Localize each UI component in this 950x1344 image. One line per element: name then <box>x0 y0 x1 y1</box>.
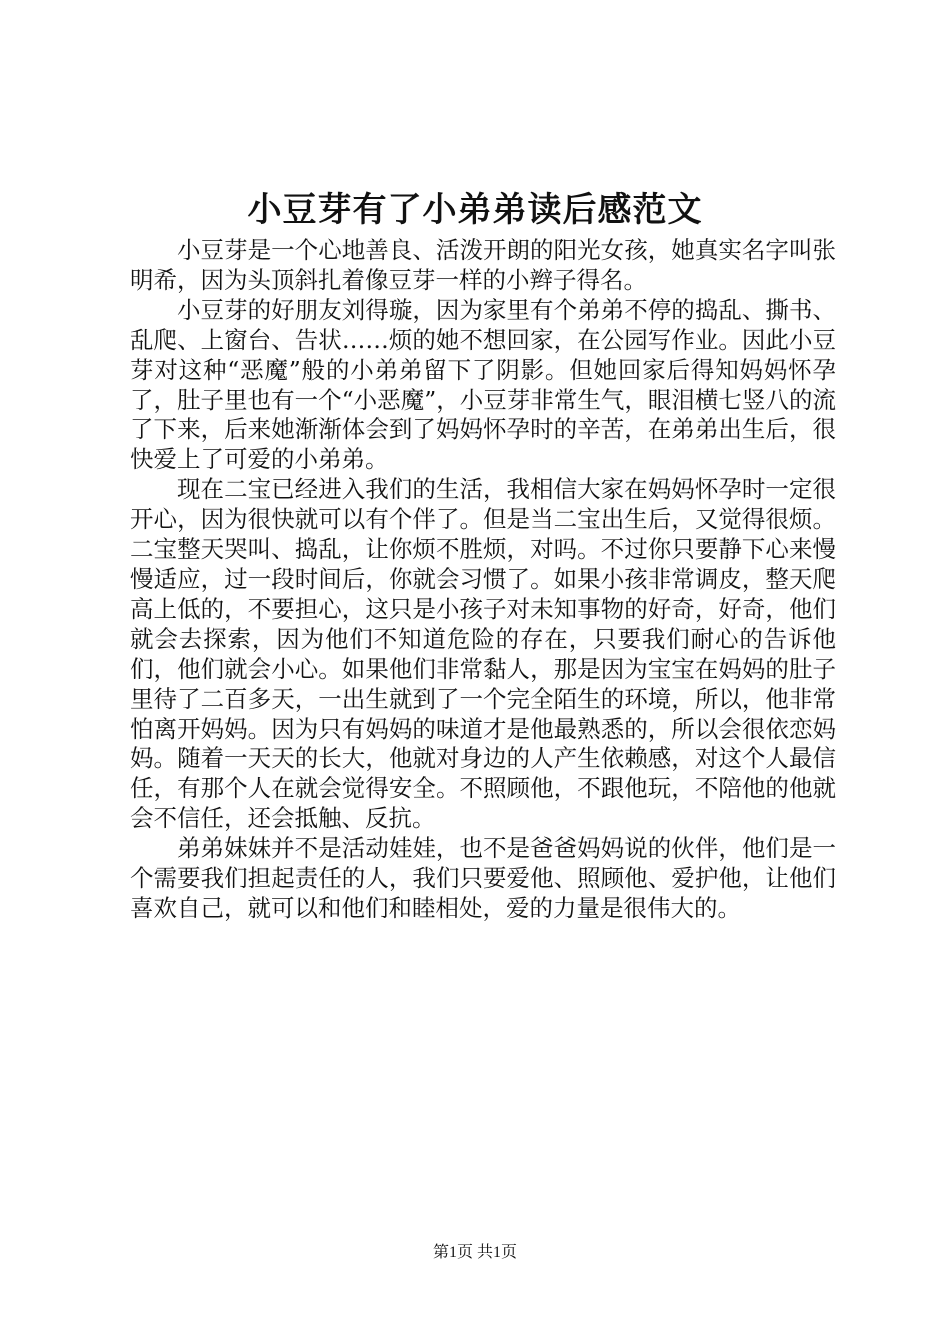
paragraph-2: 小豆芽的好朋友刘得璇，因为家里有个弟弟不停的捣乱、撕书、乱爬、上窗台、告状……烦的她不想回家，在公园写作业。因此小豆芽对这种“恶魔”般的小弟弟留下了阴影。但她回家后得知妈妈怀孕了，肚子里也有一个“小恶魔”，小豆芽非常生气，眼泪横七竖八的流了下来，后来她渐渐体会到了妈妈怀孕时的辛苦，在弟弟出生后，很快爱上了可爱的小弟弟。 <box>130 295 836 474</box>
page-footer: 第1页 共1页 <box>432 1244 517 1261</box>
document-title: 小豆芽有了小弟弟读后感范文 <box>247 190 703 230</box>
paragraph-4: 弟弟妹妹并不是活动娃娃，也不是爸爸妈妈说的伙伴，他们是一个需要我们担起责任的人，我们只要爱他、照顾他、爱护他，让他们喜欢自己，就可以和他们和睦相处，爱的力量是很伟大的。 <box>130 834 836 922</box>
paragraph-3: 现在二宝已经进入我们的生活，我相信大家在妈妈怀孕时一定很开心，因为很快就可以有个伴了。但是当二宝出生后，又觉得很烦。二宝整天哭叫、捣乱，让你烦不胜烦，对吗。不过你只要静下心来慢慢适应，过一段时间后，你就会习惯了。如果小孩非常调皮，整天爬高上低的，不要担心，这只是小孩子对未知事物的好奇，好奇，他们就会去探索，因为他们不知道危险的存在，只要我们耐心的告诉他们，他们就会小心。如果他们非常黏人，那是因为宝宝在妈妈的肚子里待了二百多天，一出生就到了一个完全陌生的环境，所以，他非常怕离开妈妈。因为只有妈妈的味道才是他最熟悉的，所以会很依恋妈妈。随着一天天的长大，他就对身边的人产生依赖感，对这个人最信任，有那个人在就会觉得安全。不照顾他，不跟他玩，不陪他的他就会不信任，还会抵触、反抗。 <box>130 475 836 833</box>
paragraph-1: 小豆芽是一个心地善良、活泼开朗的阳光女孩，她真实名字叫张明希，因为头顶斜扎着像豆芽一样的小辫子得名。 <box>130 236 836 294</box>
document-body <box>130 236 836 924</box>
